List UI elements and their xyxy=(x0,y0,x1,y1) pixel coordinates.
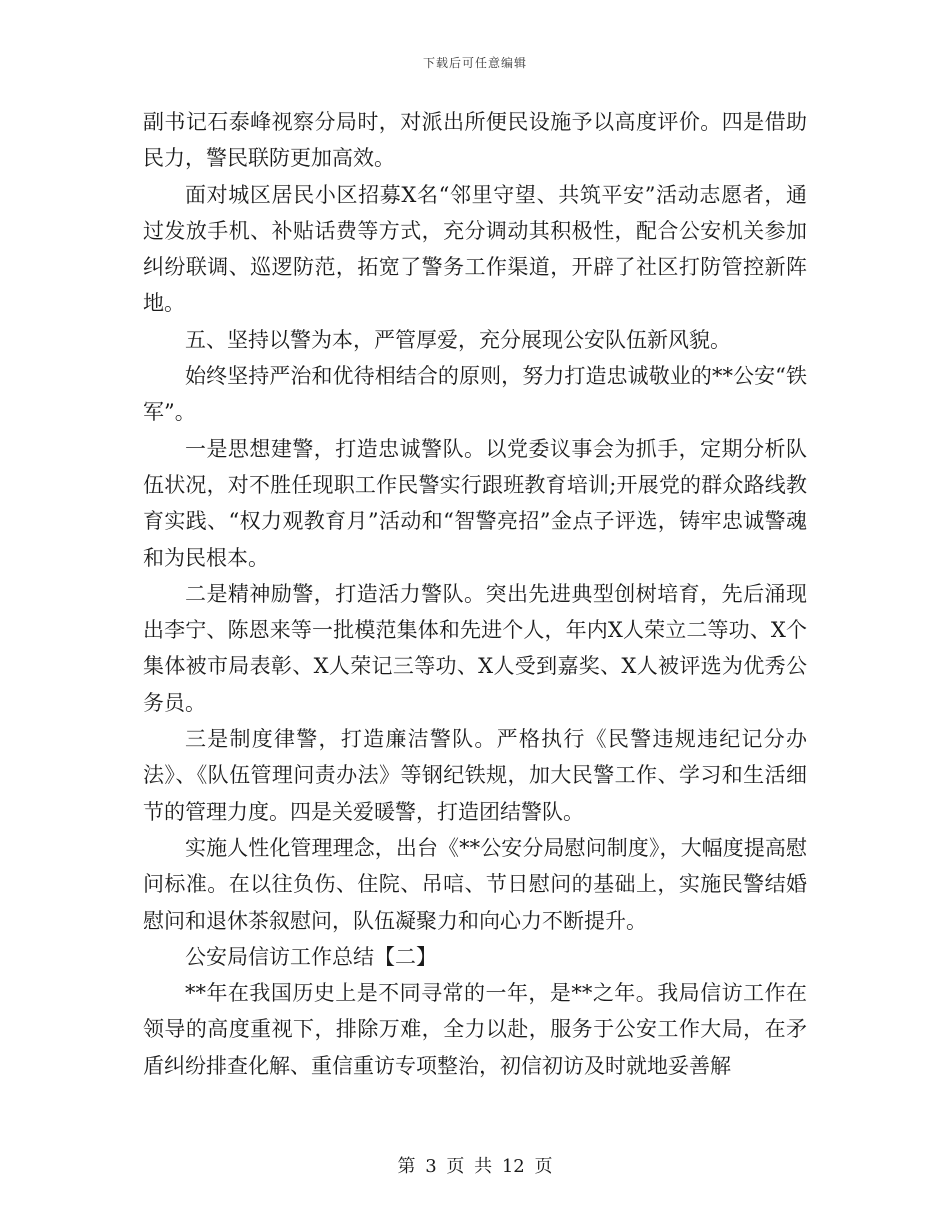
paragraph: 始终坚持严治和优待相结合的原则，努力打造忠诚敬业的**公安“铁军”。 xyxy=(143,364,807,425)
section-title: 公安局信访工作总结【二】 xyxy=(185,944,437,969)
header-note: 下载后可任意编辑 xyxy=(422,56,527,70)
document-body xyxy=(143,104,807,1084)
paragraph: 一是思想建警，打造忠诚警队。以党委议事会为抓手，定期分析队伍状况，对不胜任现职工作民警实行跟班教育培训;开展党的群众路线教育实践、“权力观教育月”活动和“智警亮招”金点子评选，铸牢忠诚警魂和为民根本。 xyxy=(143,436,807,570)
section-heading: 五、坚持以警为本，严管厚爱，充分展现公安队伍新风貌。 xyxy=(185,327,731,352)
paragraph: 面对城区居民小区招募X名“邻里守望、共筑平安”活动志愿者，通过发放手机、补贴话费等方式，充分调动其积极性，配合公安机关参加纠纷联调、巡逻防范，拓宽了警务工作渠道，开辟了社区打防管控新阵地。 xyxy=(143,182,807,316)
paragraph: 副书记石泰峰视察分局时，对派出所便民设施予以高度评价。四是借助民力，警民联防更加高效。 xyxy=(143,110,807,171)
paragraph: 实施人性化管理理念，出台《**公安分局慰问制度》，大幅度提高慰问标准。在以往负伤、住院、吊唁、节日慰问的基础上，实施民警结婚慰问和退休茶叙慰问，队伍凝聚力和向心力不断提升。 xyxy=(143,835,807,933)
paragraph: **年在我国历史上是不同寻常的一年，是**之年。我局信访工作在领导的高度重视下，排除万难，全力以赴，服务于公安工作大局，在矛盾纠纷排查化解、重信重访专项整治，初信初访及时就地妥善解 xyxy=(143,981,807,1078)
page-number: 第 3 页 共 12 页 xyxy=(397,1156,553,1177)
paragraph: 三是制度律警，打造廉洁警队。严格执行《民警违规违纪记分办法》、《队伍管理问责办法》等钢纪铁规，加大民警工作、学习和生活细节的管理力度。四是关爱暖警，打造团结警队。 xyxy=(143,727,807,824)
paragraph: 二是精神励警，打造活力警队。突出先进典型创树培育，先后涌现出李宁、陈恩来等一批模范集体和先进个人，年内X人荣立二等功、X个集体被市局表彰、X人荣记三等功、X人受到嘉奖、X人被评选为优秀公务员。 xyxy=(143,581,807,715)
